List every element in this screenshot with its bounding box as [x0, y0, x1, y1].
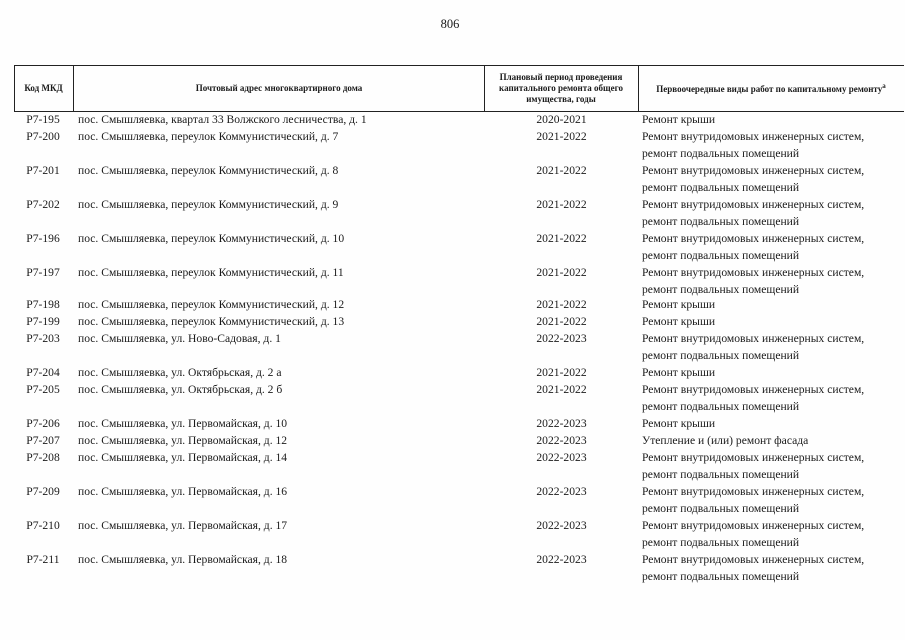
row-code: Р7-202: [26, 198, 60, 211]
row-works-line: ремонт подвальных помещений: [642, 502, 800, 515]
row-period: 2022-2023: [536, 434, 587, 447]
row-address: пос. Смышляевка, ул. Первомайская, д. 10: [78, 417, 288, 430]
row-works-line: Ремонт крыши: [642, 417, 716, 430]
row-address: пос. Смышляевка, переулок Коммунистический, д. 8: [78, 164, 339, 177]
row-period: 2022-2023: [536, 332, 587, 345]
row-works-line: Ремонт внутридомовых инженерных систем,: [642, 164, 865, 177]
row-works-line: Ремонт внутридомовых инженерных систем,: [642, 451, 865, 464]
row-period: 2022-2023: [536, 417, 587, 430]
header-footnote-marker: a: [882, 82, 886, 90]
row-works-line: Ремонт внутридомовых инженерных систем,: [642, 553, 865, 566]
row-code: Р7-196: [26, 232, 60, 245]
row-works-line: ремонт подвальных помещений: [642, 400, 800, 413]
header-code: [14, 66, 73, 110]
header-code-label: Код МКД: [24, 82, 63, 93]
row-works: [642, 483, 904, 517]
row-code: Р7-206: [26, 417, 60, 430]
row-works-line: Ремонт внутридомовых инженерных систем,: [642, 519, 865, 532]
row-works-line: Ремонт внутридомовых инженерных систем,: [642, 332, 865, 345]
row-works-line: Утепление и (или) ремонт фасада: [642, 434, 809, 447]
row-period: 2021-2022: [536, 198, 587, 211]
row-code: Р7-195: [26, 113, 60, 126]
row-works-line: Ремонт внутридомовых инженерных систем,: [642, 266, 865, 279]
row-works-line: Ремонт крыши: [642, 366, 716, 379]
header-address-label: Почтовый адрес многоквартирного дома: [195, 82, 363, 93]
row-works-line: Ремонт крыши: [642, 298, 716, 311]
row-address: пос. Смышляевка, переулок Коммунистический, д. 12: [78, 298, 345, 311]
row-works: [642, 449, 904, 483]
row-code: Р7-198: [26, 298, 60, 311]
row-works-line: Ремонт крыши: [642, 315, 716, 328]
row-address: пос. Смышляевка, ул. Первомайская, д. 14: [78, 451, 288, 464]
row-period: 2022-2023: [536, 485, 587, 498]
row-works-line: ремонт подвальных помещений: [642, 349, 800, 362]
row-works: [642, 264, 904, 298]
header-works: [642, 66, 900, 110]
row-works: [642, 162, 904, 196]
row-works: [642, 230, 904, 264]
row-period: 2021-2022: [536, 130, 587, 143]
row-period: 2021-2022: [536, 298, 587, 311]
column-divider-address: [484, 65, 485, 112]
row-address: пос. Смышляевка, ул. Первомайская, д. 16: [78, 485, 288, 498]
row-works: [642, 432, 904, 449]
row-works: [642, 111, 904, 128]
row-period: 2021-2022: [536, 232, 587, 245]
row-address: пос. Смышляевка, переулок Коммунистический, д. 13: [78, 315, 345, 328]
row-works-line: ремонт подвальных помещений: [642, 536, 800, 549]
row-works: [642, 313, 904, 330]
row-address: пос. Смышляевка, переулок Коммунистический, д. 7: [78, 130, 339, 143]
row-address: пос. Смышляевка, ул. Первомайская, д. 17: [78, 519, 288, 532]
row-works: [642, 415, 904, 432]
row-address: пос. Смышляевка, ул. Октябрьская, д. 2 а: [78, 366, 282, 379]
row-works: [642, 364, 904, 381]
row-works-line: Ремонт внутридомовых инженерных систем,: [642, 485, 865, 498]
page-number: 806: [440, 17, 460, 31]
row-period: 2021-2022: [536, 383, 587, 396]
row-address: пос. Смышляевка, переулок Коммунистический, д. 11: [78, 266, 344, 279]
row-period: 2021-2022: [536, 266, 587, 279]
row-works: [642, 517, 904, 551]
row-address: пос. Смышляевка, переулок Коммунистический, д. 10: [78, 232, 345, 245]
row-code: Р7-199: [26, 315, 60, 328]
row-works-line: ремонт подвальных помещений: [642, 215, 800, 228]
row-works-line: ремонт подвальных помещений: [642, 283, 800, 296]
row-code: Р7-203: [26, 332, 60, 345]
row-works-line: Ремонт крыши: [642, 113, 716, 126]
row-period: 2021-2022: [536, 315, 587, 328]
row-code: Р7-197: [26, 266, 60, 279]
row-works: [642, 381, 904, 415]
row-code: Р7-211: [26, 553, 60, 566]
row-address: пос. Смышляевка, ул. Ново-Садовая, д. 1: [78, 332, 281, 345]
row-address: пос. Смышляевка, ул. Первомайская, д. 18: [78, 553, 288, 566]
row-works: [642, 296, 904, 313]
row-period: 2021-2022: [536, 164, 587, 177]
row-address: пос. Смышляевка, ул. Октябрьская, д. 2 б: [78, 383, 283, 396]
row-period: 2021-2022: [536, 366, 587, 379]
row-works-line: ремонт подвальных помещений: [642, 570, 800, 583]
row-address: пос. Смышляевка, переулок Коммунистический, д. 9: [78, 198, 339, 211]
row-address: пос. Смышляевка, квартал 33 Волжского лесничества, д. 1: [78, 113, 367, 126]
row-works: [642, 330, 904, 364]
header-works-label: Первоочередные виды работ по капитальному ремонту$^a$: [656, 82, 886, 94]
header-address: [74, 66, 484, 110]
row-works: [642, 128, 904, 162]
row-works-line: ремонт подвальных помещений: [642, 468, 800, 481]
row-address: пос. Смышляевка, ул. Первомайская, д. 12: [78, 434, 288, 447]
row-works: [642, 196, 904, 230]
header-period-label: Плановый период проведения капитального ремонта общего имущества, годы: [499, 71, 623, 104]
row-works: [642, 551, 904, 585]
row-works-line: ремонт подвальных помещений: [642, 249, 800, 262]
row-works-line: ремонт подвальных помещений: [642, 181, 800, 194]
row-code: Р7-201: [26, 164, 60, 177]
row-code: Р7-209: [26, 485, 60, 498]
header-period: [488, 66, 634, 110]
row-code: Р7-208: [26, 451, 60, 464]
row-works-line: Ремонт внутридомовых инженерных систем,: [642, 232, 865, 245]
row-code: Р7-200: [26, 130, 60, 143]
row-period: 2022-2023: [536, 553, 587, 566]
row-code: Р7-207: [26, 434, 60, 447]
row-code: Р7-210: [26, 519, 60, 532]
row-code: Р7-204: [26, 366, 60, 379]
row-period: 2022-2023: [536, 451, 587, 464]
row-works-line: Ремонт внутридомовых инженерных систем,: [642, 130, 865, 143]
column-divider-period: [638, 65, 639, 112]
row-code: Р7-205: [26, 383, 60, 396]
row-works-line: Ремонт внутридомовых инженерных систем,: [642, 383, 865, 396]
row-period: 2020-2021: [536, 113, 587, 126]
row-works-line: ремонт подвальных помещений: [642, 147, 800, 160]
row-works-line: Ремонт внутридомовых инженерных систем,: [642, 198, 865, 211]
row-period: 2022-2023: [536, 519, 587, 532]
